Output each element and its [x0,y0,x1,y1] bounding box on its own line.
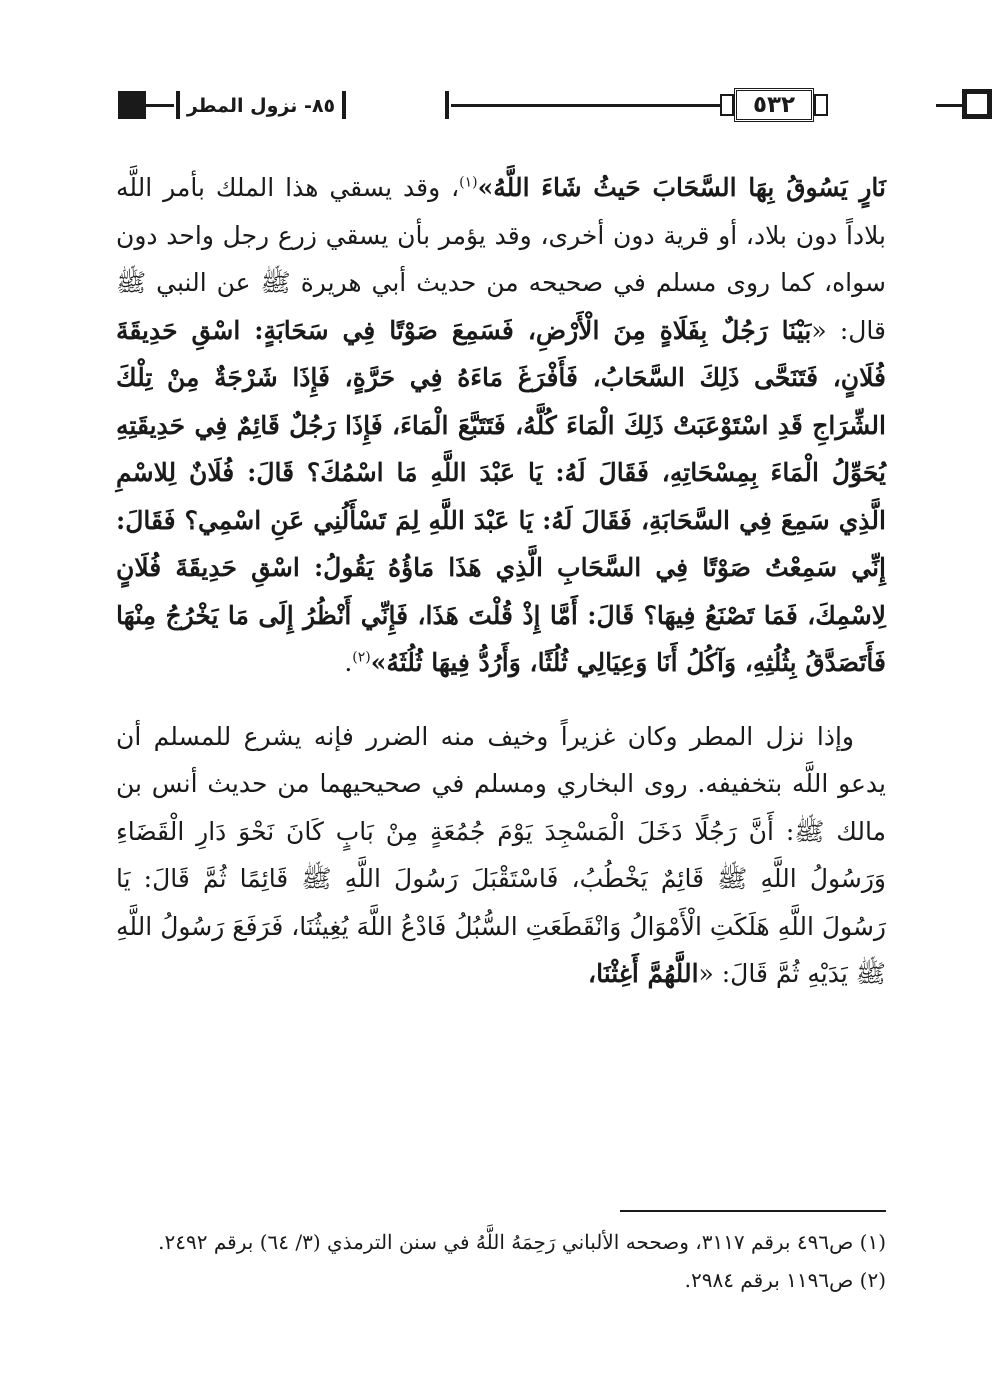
body-text: . [344,648,353,677]
footnote-ref: (٢) [352,649,371,666]
page-number: ٥٣٢ [734,88,814,122]
footnote-separator [620,1210,886,1212]
header-rule [936,104,962,107]
body-text: ، وقد يسقي هذا الملك بأمر اللَّه بلاداً دون بلاد، أو قرية دون أخرى، وقد يؤمر بأن يسقي زرع رجل واحد دون سواه، كما روى مسلم في صحيحه من حديث أبي هريرة ﷺ عن النبي ﷺ قال: « [116,173,886,345]
header-ornament-frame [962,89,992,119]
header-bar [176,91,180,119]
footnote-ref: (١) [459,174,478,191]
hadith-text: بَيْنَا رَجُلٌ بِفَلَاةٍ مِنَ الْأَرْضِ، فَسَمِعَ صَوْتًا فِي سَحَابَةٍ: اسْقِ حَدِيقَةَ فُلَانٍ، فَتَنَحَّى ذَلِكَ السَّحَابُ، فَأَفْرَغَ مَاءَهُ فِي حَرَّةٍ، فَإِذَا شَرْجَةٌ مِنْ تِلْكَ الشِّرَاجِ قَدِ اسْتَوْعَبَتْ ذَلِكَ الْمَاءَ كُلَّهُ، فَتَتَبَّعَ الْمَاءَ، فَإِذَا رَجُلٌ قَائِمٌ فِي حَدِيقَتِهِ يُحَوِّلُ الْمَاءَ بِمِسْحَاتِهِ، فَقَالَ لَهُ: يَا عَبْدَ اللَّهِ مَا اسْمُكَ؟ قَالَ: فُلَانٌ لِلاسْمِ الَّذِي سَمِعَ فِي السَّحَابَةِ، فَقَالَ لَهُ: يَا عَبْدَ اللَّهِ لِمَ تَسْأَلُنِي عَنِ اسْمِي؟ فَقَالَ: إِنِّي سَمِعْتُ صَوْتًا فِي السَّحَابِ الَّذِي هَذَا مَاؤُهُ يَقُولُ: اسْقِ حَدِيقَةَ فُلَانٍ لِاسْمِكَ، فَمَا تَصْنَعُ فِيهَا؟ قَالَ: أَمَّا إِذْ قُلْتَ هَذَا، فَإِنِّي أَنْظُرُ إِلَى مَا يَخْرُجُ مِنْهَا فَأَتَصَدَّقُ بِثُلُثِهِ، وَآكُلُ أَنَا وَعِيَالِي ثُلُثًا، وَأَرُدُّ فِيهَا ثُلُثَهُ» [116,315,886,677]
footnote: (١) ص٤٩٦ برقم ٣١١٧، وصححه الألباني رَحِمَهُ اللَّهُ في سنن الترمذي (٣/ ٦٤) برقم ٢٤٩٢. [158,1230,886,1254]
running-header [116,88,888,124]
page-body [116,164,886,998]
header-ornament-square [118,91,146,119]
footnotes [116,1226,886,1302]
paragraph [116,713,886,998]
header-bar [445,91,449,119]
header-bar [342,91,346,119]
hadith-text: اللَّهُمَّ أَغِثْنَا، [588,959,699,988]
header-rule [146,104,174,107]
footnote: (٢) ص١١٩٦ برقم ٢٩٨٤. [684,1268,886,1292]
page-number-ornament [814,94,828,116]
hadith-text: نَارٍ يَسُوقُ بِهَا السَّحَابَ حَيثُ شَاءَ اللَّهُ» [477,173,886,202]
page-number-ornament [720,94,734,116]
paragraph [116,164,886,687]
body-text: وإذا نزل المطر وكان غزيراً وخيف منه الضرر فإنه يشرع للمسلم أن يدعو اللَّه بتخفيفه. روى البخاري ومسلم في صحيحيهما من حديث أنس بن مالك ﷺ: أَنَّ رَجُلًا دَخَلَ الْمَسْجِدَ يَوْمَ جُمُعَةٍ مِنْ بَابٍ كَانَ نَحْوَ دَارِ الْقَضَاءِ وَرَسُولُ اللَّهِ ﷺ قَائِمٌ يَخْطُبُ، فَاسْتَقْبَلَ رَسُولَ اللَّهِ ﷺ قَائِمًا ثُمَّ قَالَ: يَا رَسُولَ اللَّهِ هَلَكَتِ الْأَمْوَالُ وَانْقَطَعَتِ السُّبُلُ فَادْعُ اللَّهَ يُغِيثُنَا، فَرَفَعَ رَسُولُ اللَّهِ ﷺ يَدَيْهِ ثُمَّ قَالَ: « [116,721,886,988]
chapter-title: ٨٥- نزول المطر [186,95,336,117]
